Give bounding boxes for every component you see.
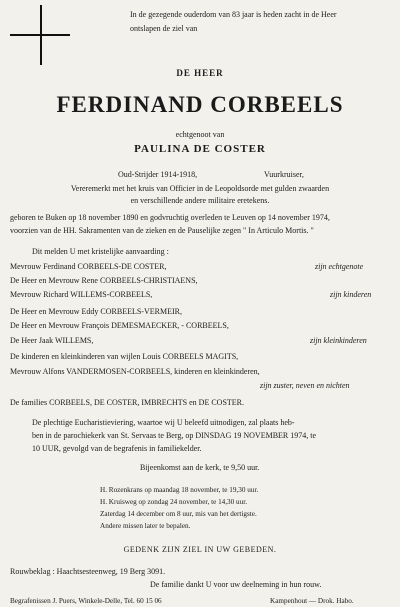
family-line: Mevrouw Richard WILLEMS-CORBEELS,: [10, 290, 153, 299]
prayer-line: GEDENK ZIJN ZIEL IN UW GEBEDEN.: [123, 545, 277, 554]
service-line-2: ben in de parochiekerk van St. Servaas te Berg, op DINSDAG 19 NOVEMBER 1974, te: [32, 431, 317, 440]
thanks-line: De familie dankt U voor uw deelneming in hun rouw.: [150, 580, 322, 589]
honours-line-right: Vuurkruiser,: [264, 170, 304, 179]
family-line: De Heer en Mevrouw Rene CORBEELS-CHRISTIAENS,: [10, 276, 198, 285]
deceased-name: FERDINAND CORBEELS: [56, 92, 344, 117]
service-line-3: 10 UUR, gevolgd van de begrafenis in familiekelder.: [32, 444, 202, 453]
family-relation: zijn kinderen: [330, 290, 372, 299]
family-relation: zijn kleinkinderen: [310, 336, 367, 345]
family-line: Mevrouw Alfons VANDERMOSEN-CORBEELS, kinderen en kleinkinderen,: [10, 367, 260, 376]
meeting-line: Bijeenkomst aan de kerk, te 9,50 uur.: [140, 463, 260, 472]
rosary-line-1: H. Rozenkrans op maandag 18 november, te 19,30 uur.: [100, 486, 259, 494]
footer-left: Begrafenissen J. Puers, Winkele-Delle, Tel. 60 15 06: [10, 597, 162, 605]
family-line: De Heer en Mevrouw François DEMESMAECKER, - CORBEELS,: [10, 321, 229, 330]
families-line: De families CORBEELS, DE COSTER, IMBRECHTS en DE COSTER.: [10, 398, 244, 407]
cross-icon-bar: [10, 34, 70, 36]
siblings-relation: zijn zuster, neven en nichten: [260, 381, 350, 390]
intro-line-1: In de gezegende ouderdom van 83 jaar is heden zacht in de Heer: [130, 10, 337, 19]
spouse-caption: echtgenoot van: [175, 130, 225, 139]
intro-line-2: ontslapen de ziel van: [130, 24, 198, 33]
announcement-intro: Dit melden U met kristelijke aanvaarding :: [32, 247, 169, 256]
address-line: Rouwbeklag : Haachtsesteenweg, 19 Berg 3091.: [10, 567, 166, 576]
spouse-name: PAULINA DE COSTER: [134, 143, 266, 155]
honours-line-left: Oud-Strijder 1914-1918,: [118, 170, 198, 179]
birth-death-line-1: geboren te Buken op 18 november 1890 en godvruchtig overleden te Leuven op 14 november 1974,: [10, 213, 330, 222]
family-line: De Heer Jaak WILLEMS,: [10, 336, 94, 345]
title-prefix: DE HEER: [176, 68, 224, 78]
footer-right: Kampenhout — Drok. Habo.: [270, 597, 354, 605]
birth-death-line-2: voorzien van de HH. Sakramenten van de zieken en de Pauselijke zegen " In Articulo Mortis. ": [10, 226, 314, 235]
rosary-line-4: Andere missen later te bepalen.: [100, 522, 191, 530]
family-line: De kinderen en kleinkinderen van wijlen Louis CORBEELS MAGITS,: [10, 352, 239, 361]
rosary-line-3: Zaterdag 14 december om 8 uur, mis van het dertigste.: [100, 510, 257, 518]
rosary-line-2: H. Kruisweg op zondag 24 november, te 14,30 uur.: [100, 498, 248, 506]
family-line: De Heer en Mevrouw Eddy CORBEELS-VERMEIR,: [10, 307, 182, 316]
honours-line-3: en verschillende andere militaire eretekens.: [130, 196, 270, 205]
service-line-1: De plechtige Eucharistieviering, waartoe wij U beleefd uitnodigen, zal plaats heb-: [32, 418, 295, 427]
family-line: Mevrouw Ferdinand CORBEELS-DE COSTER,: [10, 262, 167, 271]
family-relation: zijn echtgenote: [315, 262, 364, 271]
honours-line-2: Vereremerkt met het kruis van Officier in de Leopoldsorde met gulden zwaarden: [70, 184, 330, 193]
